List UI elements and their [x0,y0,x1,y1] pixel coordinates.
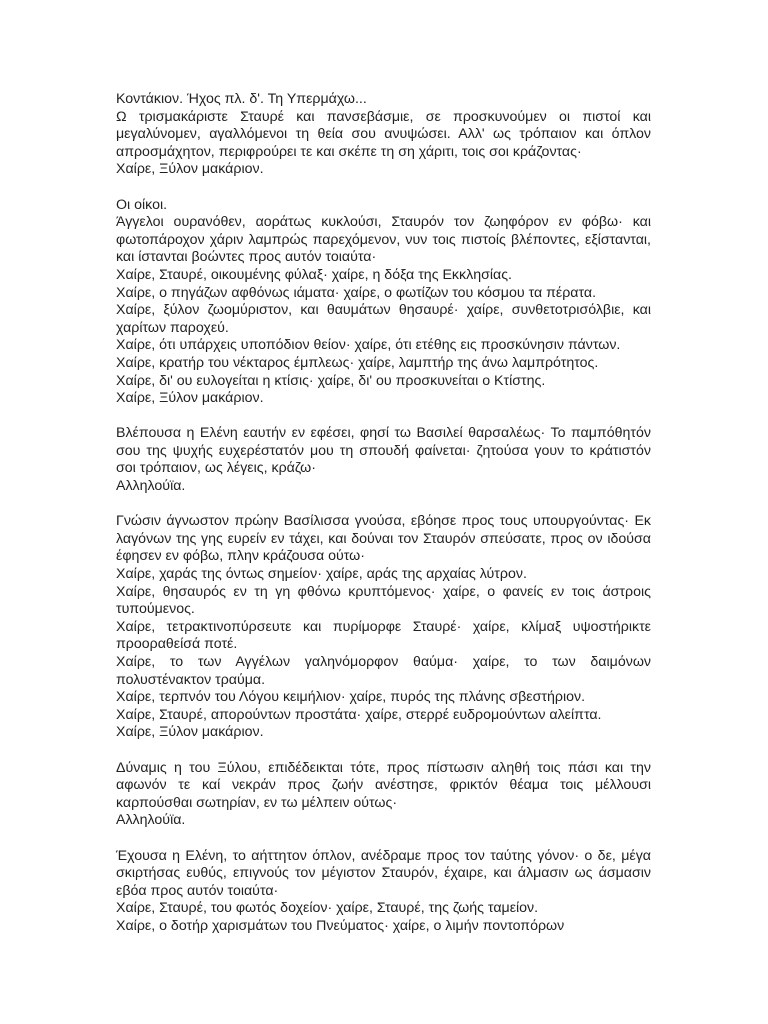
verse-line: Χαίρε, κρατήρ του νέκταρος έμπλεως· χαίρε, λαμπτήρ της άνω λαμπρότητος. [116,354,599,371]
verse-line: Χαίρε, Σταυρέ, οικουμένης φύλαξ· χαίρε, η δόξα της Εκκλησίας. [116,266,512,283]
verse-line: Χαίρε, θησαυρός εν τη γη φθόνω κρυπτόμενος· χαίρε, ο φανείς εν τοις άστροις τυπούμενος. [116,583,651,618]
stanza-kontakion [116,91,651,179]
paragraph: Δύναμις η του Ξύλου, επιδέδεικται τότε, προς πίστωσιν αληθή τοις πάσι και την αφωνόν τε καί νεκράν προς ζωήν ανέστησε, φρικτόν θέαμα τοις μέλλουσι καρπούσθαι σωτηρίαν, εν τω μέλπειν ούτως· [116,759,651,811]
verse-line: Χαίρε, ότι υπάρχεις υποπόδιον θείον· χαίρε, ότι ετέθης εις προσκύνησιν πάντων. [116,337,621,354]
refrain: Χαίρε, Ξύλον μακάριον. [116,390,264,407]
verse-line: Χαίρε, το των Αγγέλων γαληνόμορφον θαύμα· χαίρε, το των δαιμόνων πολυστένακτον τραύμα. [116,654,651,688]
section-heading: Οι οίκοι. [116,196,168,213]
verse-line: Χαίρε, δι' ου ευλογείται η κτίσις· χαίρε, δι' ου προσκυνείται ο Κτίστης. [116,372,546,389]
stanza-oikoi [116,197,651,408]
verse-line: Χαίρε, ο πηγάζων αφθόνως ιάματα· χαίρε, ο φωτίζων του κόσμου τα πέρατα. [116,284,597,301]
paragraph: Ω τρισμακάριστε Σταυρέ και πανσεβάσμιε, σε προσκυνούμεν οι πιστοί και μεγαλύνομεν, αγαλλόμενοι τη θεία σου ανυψώσει. Αλλ' ως τρόπαιον και όπλον απροσμάχητον, περιφρούρει τε και σκέπε τη ση χάριτι, τοις σοι κράζοντας· [116,108,651,160]
stanza-echousa [116,848,651,936]
stanza-vlepousa [116,425,651,495]
verse-line: Χαίρε, τερπνόν του Λόγου κειμήλιον· χαίρε, πυρός της πλάνης σβεστήριον. [116,689,586,706]
verse-line: Χαίρε, τετρακτινοπύρσευτε και πυρίμορφε Σταυρέ· χαίρε, κλίμαξ υψοστήρικτε προοραθείσά ποτέ. [116,618,651,653]
paragraph: Βλέπουσα η Ελένη εαυτήν εν εφέσει, φησί τω Βασιλεί θαρσαλέως· Το παμπόθητόν σου της ψυχής ευχερέστατόν μου τη σπουδή φαίνεται· ζητούσα γουν το κράτιστόν σοι τρόπαιον, ως λέγεις, κράζω· [116,425,651,477]
refrain: Αλληλούϊα. [116,478,186,495]
verse-line: Χαίρε, ο δοτήρ χαρισμάτων του Πνεύματος· χαίρε, ο λιμήν ποντοπόρων [116,917,565,934]
stanza-gnosin [116,513,651,742]
refrain: Αλληλούϊα. [116,812,186,829]
verse-line: Χαίρε, Σταυρέ, του φωτός δοχείον· χαίρε, Σταυρέ, της ζωής ταμείον. [116,900,539,917]
kontakion-heading: Κοντάκιον. Ήχος πλ. δ'. Τη Υπερμάχω... [116,91,367,107]
document-body [116,91,651,953]
paragraph: Έχουσα η Ελένη, το αήττητον όπλον, ανέδραμε προς τον ταύτης γόνον· ο δε, μέγα σκιρτήσας ευθύς, επιγνούς τον μέγιστον Σταυρόν, έχαιρε, και άλμασιν ως άσμασιν εβόα προς αυτόν τοιαύτα· [116,847,651,899]
verse-line: Χαίρε, Σταυρέ, απορούντων προστάτα· χαίρε, στερρέ ευδρομούντων αλείπτα. [116,706,602,723]
verse-line: Χαίρε, ξύλον ζωομύριστον, και θαυμάτων θησαυρέ· χαίρε, συνθετοτρισόλβιε, και χαρίτων παροχεύ. [116,302,651,336]
verse-line: Χαίρε, χαράς της όντως σημείον· χαίρε, αράς της αρχαίας λύτρον. [116,566,527,583]
refrain: Χαίρε, Ξύλον μακάριον. [116,724,264,741]
paragraph: Άγγελοι ουρανόθεν, αοράτως κυκλούσι, Σταυρόν τον ζωηφόρον εν φόβω· και φωτοπάροχον χάριν λαμπρώς παρεχόμενον, νυν τοις πιστοίς βλέποντες, εξίστανται, και ίστανται βοώντες προς αυτόν τοιαύτα· [116,214,651,266]
paragraph: Γνώσιν άγνωστον πρώην Βασίλισσα γνούσα, εβόησε προς τους υπουργούντας· Εκ λαγόνων της γης ευρείν εν τάχει, και δούναι τον Σταυρόν σπεύσατε, προς ον ιδούσα έφησεν εν φόβω, πλην κράζουσα ούτω· [116,513,651,565]
stanza-dynamis [116,760,651,830]
refrain: Χαίρε, Ξύλον μακάριον. [116,161,264,178]
